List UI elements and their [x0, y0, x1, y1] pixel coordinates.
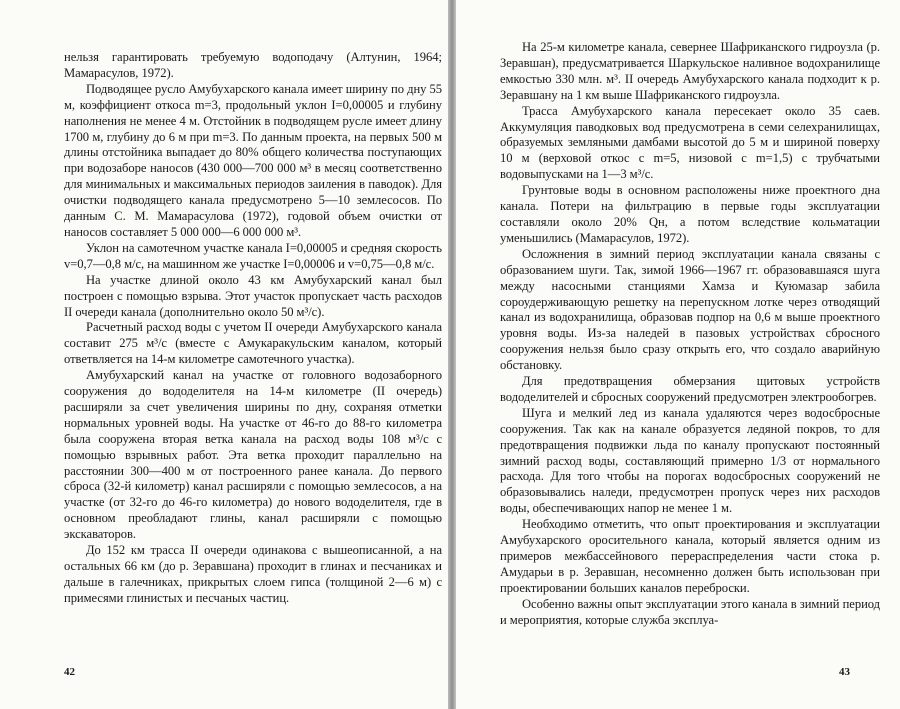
paragraph: Осложнения в зимний период эксплуатации канала связаны с образованием шуги. Так, зимой 1966—1967 гг. образовавшаяся шуга между насосными станциями Хамза и Куюмазар забила сороудерживающую решетку на перепускном лотке через отводящий канал из водохранилища, образовав подпор на 0,6 м выше проектного уровня воды. Из-за наледей в пазовых устройствах сбросного сооружения нельзя было сразу открыть его, что создало аварийную обстановку.	[500, 246, 880, 373]
paragraph: Уклон на самотечном участке канала I=0,00005 и средняя скорость v=0,7—0,8 м/с, на машинном же участке I=0,00006 и v=0,75—0,8 м/с.	[64, 240, 442, 271]
paragraph: До 152 км трасса II очереди одинакова с вышеописанной, а на остальных 66 км (до р. Зеравшана) проходит в глинах и песчаниках и дальше в галечниках, прикрытых слоем гипса (толщиной 2—6 м) с примесями глинистых и песчаных частиц.	[64, 543, 442, 605]
page-number-left: 42	[64, 666, 75, 678]
paragraph: Амубухарский канал на участке от головного водозаборного сооружения до вододелителя на 14-м километре (II очередь) расширяли за счет увеличения ширины по дну, сохраняя отметки нормальных уровней воды. На участке от 46-го до 88-го километра была сооружена вторая ветка канала на расход воды 108 м³/с с помощью взрывных работ. Эта ветка проходит параллельно на расстоянии 300—400 м от построенного ранее канала. До первого сброса (32-й километр) канал расширяли с помощью землесосов, а на участке (от 32-го до 46-го километра) до нового вододелителя, где в основном преобладают глины, канал расширяли с помощью экскаваторов.	[64, 368, 442, 542]
paragraph: Грунтовые воды в основном расположены ниже проектного дна канала. Потери на фильтрацию в первые годы эксплуатации составляли около 20% Qн, а потом вследствие кольматации уменьшились (Мамарасулов, 1972).	[500, 183, 880, 245]
right-page	[456, 0, 900, 709]
paragraph: нельзя гарантировать требуемую водоподачу (Алтунин, 1964; Мамарасулов, 1972).	[64, 50, 442, 80]
paragraph: На участке длиной около 43 км Амубухарский канал был построен с помощью взрыва. Этот участок пропускает часть расходов II очереди канала (дополнительно около 50 м³/с).	[64, 272, 442, 319]
book-gutter	[448, 0, 456, 709]
paragraph: Подводящее русло Амубухарского канала имеет ширину по дну 55 м, коэффициент откоса m=3, продольный уклон I=0,00005 и глубину наполнения не менее 4 м. Отстойник в подводящем русле имеет длину 1700 м, глубину до 6 м при m=3. По данным проекта, на первых 500 м длины отстойника выпадает до 80% общего количества поступающих при водозаборе наносов (430 000—700 000 м³ в месяц соответственно для минимальных и максимальных периодов заиления в паводок). Для очистки подводящего канала предусмотрено 5—10 землесосов. По данным С. М. Мамарасулова (1972), годовой объем очистки от наносов составляет 5 000 000—6 000 000 м³.	[64, 81, 442, 239]
paragraph: Расчетный расход воды с учетом II очереди Амубухарского канала составит 275 м³/с (вместе с Амукаракульским каналом, который ответвляется на 14-м километре самотечного участка).	[64, 320, 442, 367]
paragraph: Для предотвращения обмерзания щитовых устройств вододелителей и сбросных сооружений предусмотрен электрообогрев.	[500, 374, 880, 404]
paragraph: Трасса Амубухарского канала пересекает около 35 саев. Аккумуляция паводковых вод предусмотрена в семи селехранилищах, образуемых земляными дамбами высотой до 5 м и шириной поверху 10 м (верховой откос с m=5, низовой с m=1,5) с трубчатыми водовыпусками на 1—3 м³/с.	[500, 103, 880, 182]
paragraph: На 25-м километре канала, севернее Шафриканского гидроузла (р. Зеравшан), предусматривается Шаркульское наливное водохранилище емкостью 330 млн. м³. II очередь Амубухарского канала подходит к р. Зеравшану на 1 км выше Шафриканского гидроузла.	[500, 40, 880, 102]
left-page	[0, 0, 448, 709]
page-number-right: 43	[839, 666, 850, 678]
paragraph: Необходимо отметить, что опыт проектирования и эксплуатации Амубухарского оросительного канала, который является одним из примеров межбассейнового перераспределения части стока р. Амударьи в р. Зеравшан, несомненно должен быть использован при проектировании больших каналов переброски.	[500, 517, 880, 595]
paragraph: Шуга и мелкий лед из канала удаляются через водосбросные сооружения. Так как на канале образуется ледяной покров, то для предотвращения подвижки льда по каналу пропускают постоянный зимний расход воды, составляющий примерно 1/3 от нормального расхода. Для того чтобы на порогах водосбросных сооружений не образовывались наледи, предусмотрен пропуск через них расходов воды, обеспечивающих напор не менее 1 м.	[500, 405, 880, 516]
paragraph: Особенно важны опыт эксплуатации этого канала в зимний период и мероприятия, которые служба эксплуа-	[500, 596, 880, 627]
